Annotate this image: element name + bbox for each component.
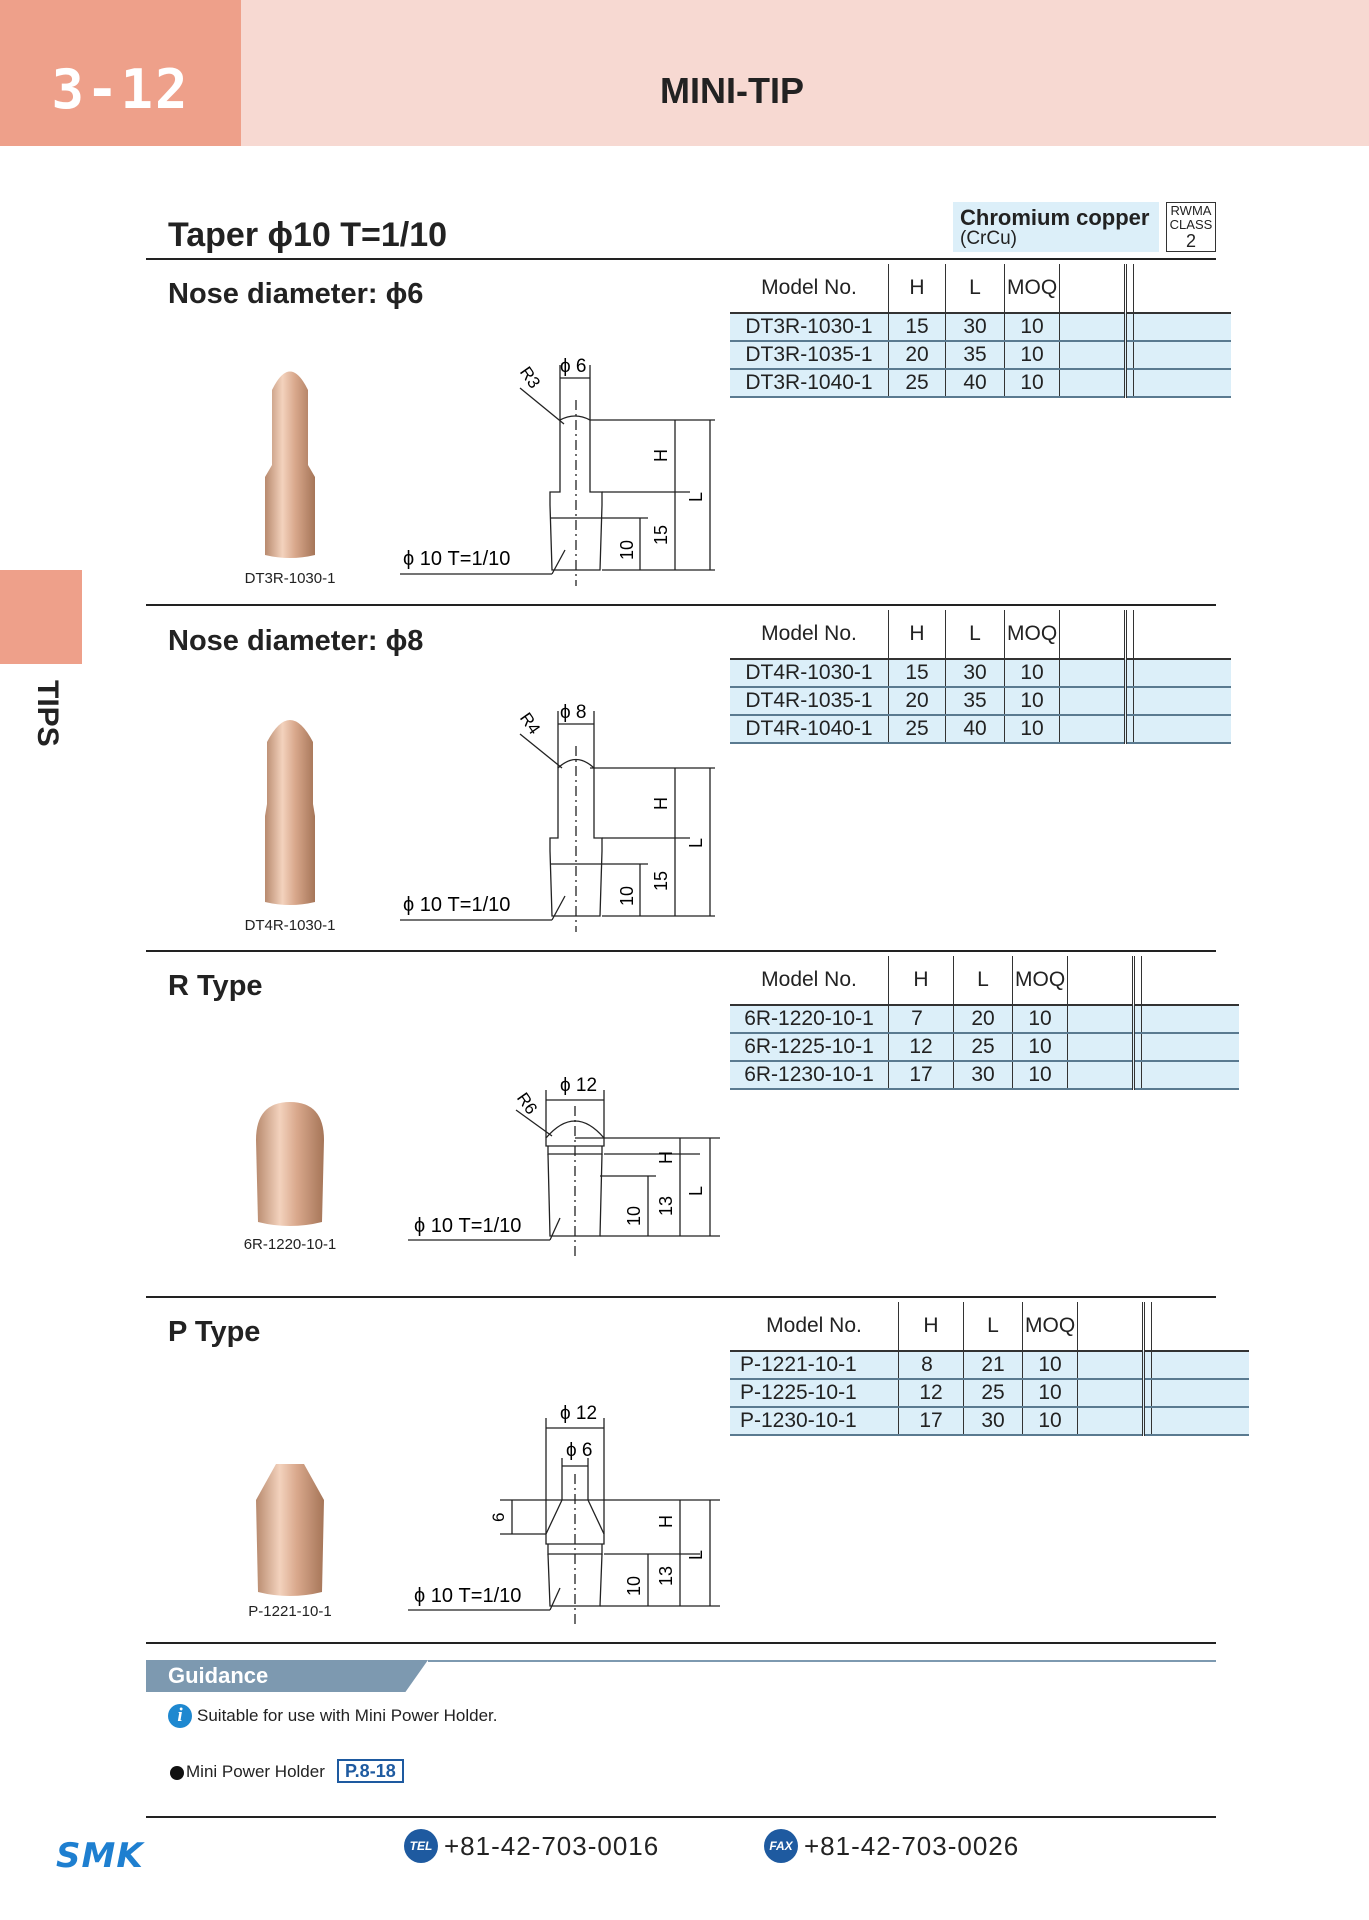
section-divider: [146, 1642, 1216, 1644]
col-h: H: [889, 956, 954, 1005]
dim-h: H: [651, 449, 671, 462]
photo-caption: 6R-1220-10-1: [243, 1236, 337, 1253]
table-row: P-1230-10-1 17 30 10: [730, 1407, 1249, 1435]
drawing-taper: ϕ 10 T=1/10: [403, 894, 511, 916]
section-divider: [146, 1296, 1216, 1298]
dim-l: L: [686, 837, 706, 848]
spec-table-p-type: [730, 1302, 1249, 1436]
dim-a: 10: [624, 1575, 644, 1596]
technical-drawing-dt3r: [390, 350, 730, 600]
fax-icon: FAX: [764, 1829, 798, 1863]
col-l: L: [964, 1302, 1023, 1351]
dim-h: H: [651, 797, 671, 810]
dim-b: 13: [656, 1195, 676, 1216]
photo-caption: P-1221-10-1: [248, 1603, 332, 1620]
spec-table-r-type: [730, 956, 1239, 1090]
drawing-radius: R6: [512, 1089, 542, 1118]
tel-icon: TEL: [404, 1829, 438, 1863]
dim-b: 13: [656, 1565, 676, 1586]
table-row: DT4R-1035-1 20 35 10: [730, 687, 1231, 715]
col-moq: MOQ: [1023, 1302, 1078, 1351]
section-title-nose-8: Nose diameter: ϕ8: [168, 625, 424, 657]
col-l: L: [954, 956, 1013, 1005]
material-name: Chromium copper: [960, 205, 1150, 230]
rwma-class-badge: [1166, 202, 1216, 252]
technical-drawing-6r: [400, 1066, 730, 1266]
dim-l: L: [686, 1185, 706, 1196]
material-code: (CrCu): [960, 228, 1017, 249]
guidance-note: Suitable for use with Mini Power Holder.: [197, 1706, 498, 1725]
col-l: L: [946, 264, 1005, 313]
col-model: Model No.: [730, 1302, 899, 1351]
rwma-label: RWMA: [1170, 203, 1212, 218]
table-row: DT3R-1035-1 20 35 10: [730, 341, 1231, 369]
drawing-side: 6: [489, 1512, 508, 1522]
rwma-class-label: CLASS: [1169, 217, 1213, 232]
drawing-taper: ϕ 10 T=1/10: [414, 1215, 522, 1237]
dim-b: 15: [651, 870, 671, 891]
drawing-taper: ϕ 10 T=1/10: [403, 548, 511, 570]
drawing-taper: ϕ 10 T=1/10: [414, 1585, 522, 1607]
table-row: 6R-1225-10-1 12 25 10: [730, 1033, 1239, 1061]
dim-a: 10: [624, 1205, 644, 1226]
side-tab[interactable]: [0, 570, 82, 664]
dim-h: H: [656, 1515, 676, 1528]
product-title: Taper ϕ10 T=1/10: [168, 216, 448, 254]
drawing-diameter: ϕ 12: [560, 1403, 598, 1424]
table-row: DT3R-1040-1 25 40 10: [730, 369, 1231, 397]
table-row: 6R-1220-10-1 7 20 10: [730, 1005, 1239, 1033]
section-title-nose-6: Nose diameter: ϕ6: [168, 278, 424, 310]
dim-a: 10: [617, 539, 637, 560]
table-row: P-1225-10-1 12 25 10: [730, 1379, 1249, 1407]
table-row: DT3R-1030-1 15 30 10: [730, 313, 1231, 341]
product-photo-dt4r: [255, 712, 325, 907]
col-h: H: [899, 1302, 964, 1351]
drawing-radius: R4: [515, 709, 545, 738]
title-divider: [146, 258, 1216, 260]
dim-l: L: [686, 1549, 706, 1560]
tel-number: +81-42-703-0016: [444, 1831, 660, 1861]
drawing-diameter: ϕ 12: [560, 1075, 598, 1096]
spec-table-nose-6: [730, 264, 1231, 398]
technical-drawing-p: [400, 1394, 730, 1624]
section-divider: [146, 604, 1216, 606]
page-number: 3-12: [51, 58, 190, 121]
bullet-icon: [170, 1766, 184, 1780]
product-photo-6r: [250, 1100, 330, 1230]
col-model: Model No.: [730, 956, 889, 1005]
rwma-class-value: 2: [1185, 231, 1196, 251]
col-moq: MOQ: [1013, 956, 1068, 1005]
guidance-ref-text: Mini Power Holder: [186, 1762, 325, 1781]
drawing-diameter: ϕ 6: [560, 356, 587, 377]
dim-a: 10: [617, 885, 637, 906]
page-reference-link[interactable]: P.8-18: [337, 1759, 404, 1783]
fax-number: +81-42-703-0026: [804, 1831, 1020, 1861]
table-row: P-1221-10-1 8 21 10: [730, 1351, 1249, 1379]
company-logo: SMK: [56, 1836, 144, 1876]
table-row: DT4R-1030-1 15 30 10: [730, 659, 1231, 687]
dim-h: H: [656, 1151, 676, 1164]
technical-drawing-dt4r: [390, 696, 730, 946]
col-model: Model No.: [730, 610, 889, 659]
dim-b: 15: [651, 524, 671, 545]
guidance-heading: Guidance: [168, 1663, 269, 1688]
side-tab-label: TIPS: [31, 680, 64, 747]
section-title-r-type: R Type: [168, 970, 263, 1002]
guidance-rule: [428, 1660, 1216, 1662]
col-h: H: [889, 264, 946, 313]
page-title: MINI-TIP: [660, 70, 804, 111]
table-row: DT4R-1040-1 25 40 10: [730, 715, 1231, 743]
section-title-p-type: P Type: [168, 1316, 261, 1348]
drawing-diameter: ϕ 8: [560, 702, 587, 723]
product-photo-dt3r: [255, 365, 325, 560]
section-divider: [146, 950, 1216, 952]
footer-rule: [146, 1816, 1216, 1818]
table-row: 6R-1230-10-1 17 30 10: [730, 1061, 1239, 1089]
drawing-radius: R3: [515, 363, 545, 392]
col-l: L: [946, 610, 1005, 659]
photo-caption: DT3R-1030-1: [244, 570, 336, 587]
info-icon: i: [168, 1704, 192, 1728]
drawing-diameter-tip: ϕ 6: [566, 1440, 593, 1461]
col-moq: MOQ: [1005, 610, 1060, 659]
col-model: Model No.: [730, 264, 889, 313]
dim-l: L: [686, 491, 706, 502]
photo-caption: DT4R-1030-1: [244, 917, 336, 934]
col-h: H: [889, 610, 946, 659]
spec-table-nose-8: [730, 610, 1231, 744]
col-moq: MOQ: [1005, 264, 1060, 313]
product-photo-p: [250, 1460, 330, 1600]
